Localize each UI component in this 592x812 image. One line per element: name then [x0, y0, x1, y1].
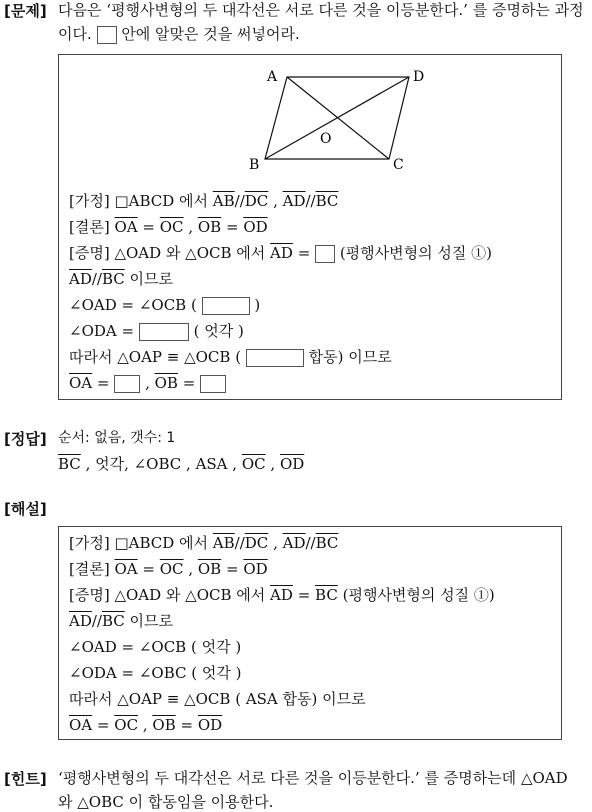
segment-bc: $\overline{BC}$ [315, 192, 339, 210]
equals-sign: = [142, 560, 155, 578]
parallel-symbol: // [91, 270, 102, 288]
angle-2-text: ∠ODA = [69, 322, 135, 340]
equals-sign: = [96, 374, 110, 392]
exp-proof-line [69, 585, 495, 605]
segment-ab: $\overline{AB}$ [212, 192, 235, 210]
explanation-tag: [해설] [4, 500, 47, 518]
proof-reason: (평행사변형의 성질 ①) [339, 244, 492, 262]
proof-line [69, 243, 492, 263]
segment-ob: $\overline{OB}$ [152, 716, 176, 734]
segment-od: $\overline{OD}$ [243, 218, 268, 236]
answer-blank-6[interactable] [200, 375, 226, 393]
proof-prefix: [증명] △OAD 와 △OCB 에서 [69, 586, 266, 604]
proof-prefix: [증명] △OAD 와 △OCB 에서 [69, 244, 266, 262]
given-prefix: [가정] □ABCD 에서 [69, 192, 209, 210]
segment-oa: $\overline{OA}$ [69, 716, 93, 734]
answer-blank-3[interactable] [139, 323, 189, 341]
congruent-text: 따라서 △OAP ≡ △OCB ( [69, 348, 242, 366]
answer-line-1: 순서: 없음, 갯수: 1 [58, 430, 176, 446]
segment-od: $\overline{OD}$ [197, 716, 223, 734]
segment-ob: $\overline{OB}$ [154, 374, 178, 392]
label-a: A [267, 69, 278, 85]
problem-proof-box [58, 54, 562, 400]
final-line [69, 373, 226, 393]
parallelogram-figure [59, 55, 561, 185]
comma: , [270, 455, 276, 473]
exp-conclusion-line [69, 559, 268, 579]
answer-blank-4[interactable] [246, 349, 304, 367]
congruent-line [69, 347, 392, 367]
segment-oa: $\overline{OA}$ [114, 560, 138, 578]
conclusion-prefix: [결론] [69, 218, 110, 236]
label-o: O [320, 131, 332, 147]
diagonal-bd [265, 77, 409, 159]
answer-segment-oc: $\overline{OC}$ [241, 455, 266, 473]
label-d: D [413, 69, 425, 85]
angle-line-2 [69, 321, 244, 341]
therefore-text: 이므로 [129, 612, 174, 630]
equals-sign: = [180, 716, 194, 734]
answer-tag: [정답] [4, 430, 47, 448]
segment-dc: $\overline{DC}$ [244, 534, 269, 552]
parallel-symbol: // [305, 192, 316, 210]
segment-od: $\overline{OD}$ [243, 560, 268, 578]
segment-ob: $\overline{OB}$ [197, 560, 222, 578]
segment-oc: $\overline{OC}$ [159, 560, 184, 578]
exp-given-line [69, 533, 338, 553]
exp-final-line [69, 715, 222, 735]
segment-ab: $\overline{AB}$ [212, 534, 235, 552]
segment-bc: $\overline{BC}$ [315, 586, 338, 604]
segment-oa: $\overline{OA}$ [114, 218, 138, 236]
angle-2-reason: ( 엇각 ) [193, 322, 244, 340]
label-b: B [249, 157, 260, 173]
answer-segment-bc: $\overline{BC}$ [58, 455, 81, 473]
segment-ob: $\overline{OB}$ [197, 218, 222, 236]
exp-angle-line-1: ∠OAD = ∠OCB ( 엇각 ) [69, 638, 242, 656]
proof-reason: (평행사변형의 성질 ①) [342, 586, 495, 604]
explanation-box [58, 526, 562, 740]
congruent-suffix: 합동) 이므로 [308, 348, 392, 366]
conclusion-line [69, 217, 268, 237]
comma: , [145, 374, 150, 392]
equals-sign: = [96, 716, 110, 734]
segment-ad: $\overline{AD}$ [270, 586, 293, 604]
problem-tag: [문제] [4, 2, 47, 20]
answer-blank-1[interactable] [315, 245, 335, 263]
segment-bc: $\overline{BC}$ [315, 534, 339, 552]
hint-line-1: ‘평행사변형의 두 대각선은 서로 다른 것을 이등분한다.’ 를 증명하는데 △OAD [58, 769, 568, 787]
equals-sign: = [182, 374, 196, 392]
segment-bc: $\overline{BC}$ [101, 270, 125, 288]
blank-box-example [97, 26, 117, 44]
comma: , [188, 560, 194, 578]
equals-sign: = [297, 586, 311, 604]
equals-sign: = [225, 560, 239, 578]
answer-middle: , 엇각, ∠OBC , ASA , [85, 455, 238, 473]
exp-parallel-line [69, 611, 173, 631]
comma: , [273, 192, 278, 210]
segment-bc: $\overline{BC}$ [101, 612, 125, 630]
equals-sign: = [297, 244, 311, 262]
label-c: C [393, 157, 404, 173]
close-paren: ) [254, 296, 261, 314]
given-prefix: [가정] □ABCD 에서 [69, 534, 209, 552]
therefore-text: 이므로 [129, 270, 174, 288]
segment-oa: $\overline{OA}$ [69, 374, 93, 392]
segment-ad: $\overline{AD}$ [282, 192, 306, 210]
segment-oc: $\overline{OC}$ [114, 716, 139, 734]
parallel-symbol: // [234, 534, 245, 552]
segment-ad: $\overline{AD}$ [270, 244, 293, 262]
angle-line-1 [69, 295, 260, 315]
problem-line-1: 다음은 ‘평행사변형의 두 대각선은 서로 다른 것을 이등분한다.’ 를 증명하는 과정 [58, 1, 584, 19]
answer-blank-5[interactable] [114, 375, 140, 393]
equals-sign: = [225, 218, 239, 236]
answer-blank-2[interactable] [202, 297, 250, 315]
given-line [69, 191, 338, 211]
segment-ad: $\overline{AD}$ [282, 534, 306, 552]
segment-ad: $\overline{AD}$ [69, 612, 92, 630]
problem-line-2-end: 안에 알맞은 것을 써넣어라. [121, 25, 300, 43]
segment-ad: $\overline{AD}$ [69, 270, 92, 288]
conclusion-prefix: [결론] [69, 560, 110, 578]
hint-line-2: 와 △OBC 이 합동임을 이용한다. [58, 793, 274, 811]
equals-sign: = [142, 218, 155, 236]
problem-line-2-start: 이다. [58, 25, 92, 43]
parallel-symbol: // [234, 192, 245, 210]
segment-oc: $\overline{OC}$ [159, 218, 184, 236]
comma: , [142, 716, 148, 734]
comma: , [188, 218, 194, 236]
problem-line-2 [58, 24, 300, 44]
parallel-line [69, 269, 173, 289]
exp-congruent-line: 따라서 △OAP ≡ △OCB ( ASA 합동) 이므로 [69, 690, 366, 708]
exp-angle-line-2: ∠ODA = ∠OBC ( 엇각 ) [69, 664, 242, 682]
hint-tag: [힌트] [4, 770, 47, 788]
parallel-symbol: // [305, 534, 316, 552]
segment-dc: $\overline{DC}$ [244, 192, 269, 210]
answer-segment-od: $\overline{OD}$ [279, 455, 305, 473]
comma: , [273, 534, 278, 552]
angle-1-text: ∠OAD = ∠OCB ( [69, 296, 197, 314]
parallel-symbol: // [91, 612, 102, 630]
answer-line-2 [58, 454, 304, 474]
